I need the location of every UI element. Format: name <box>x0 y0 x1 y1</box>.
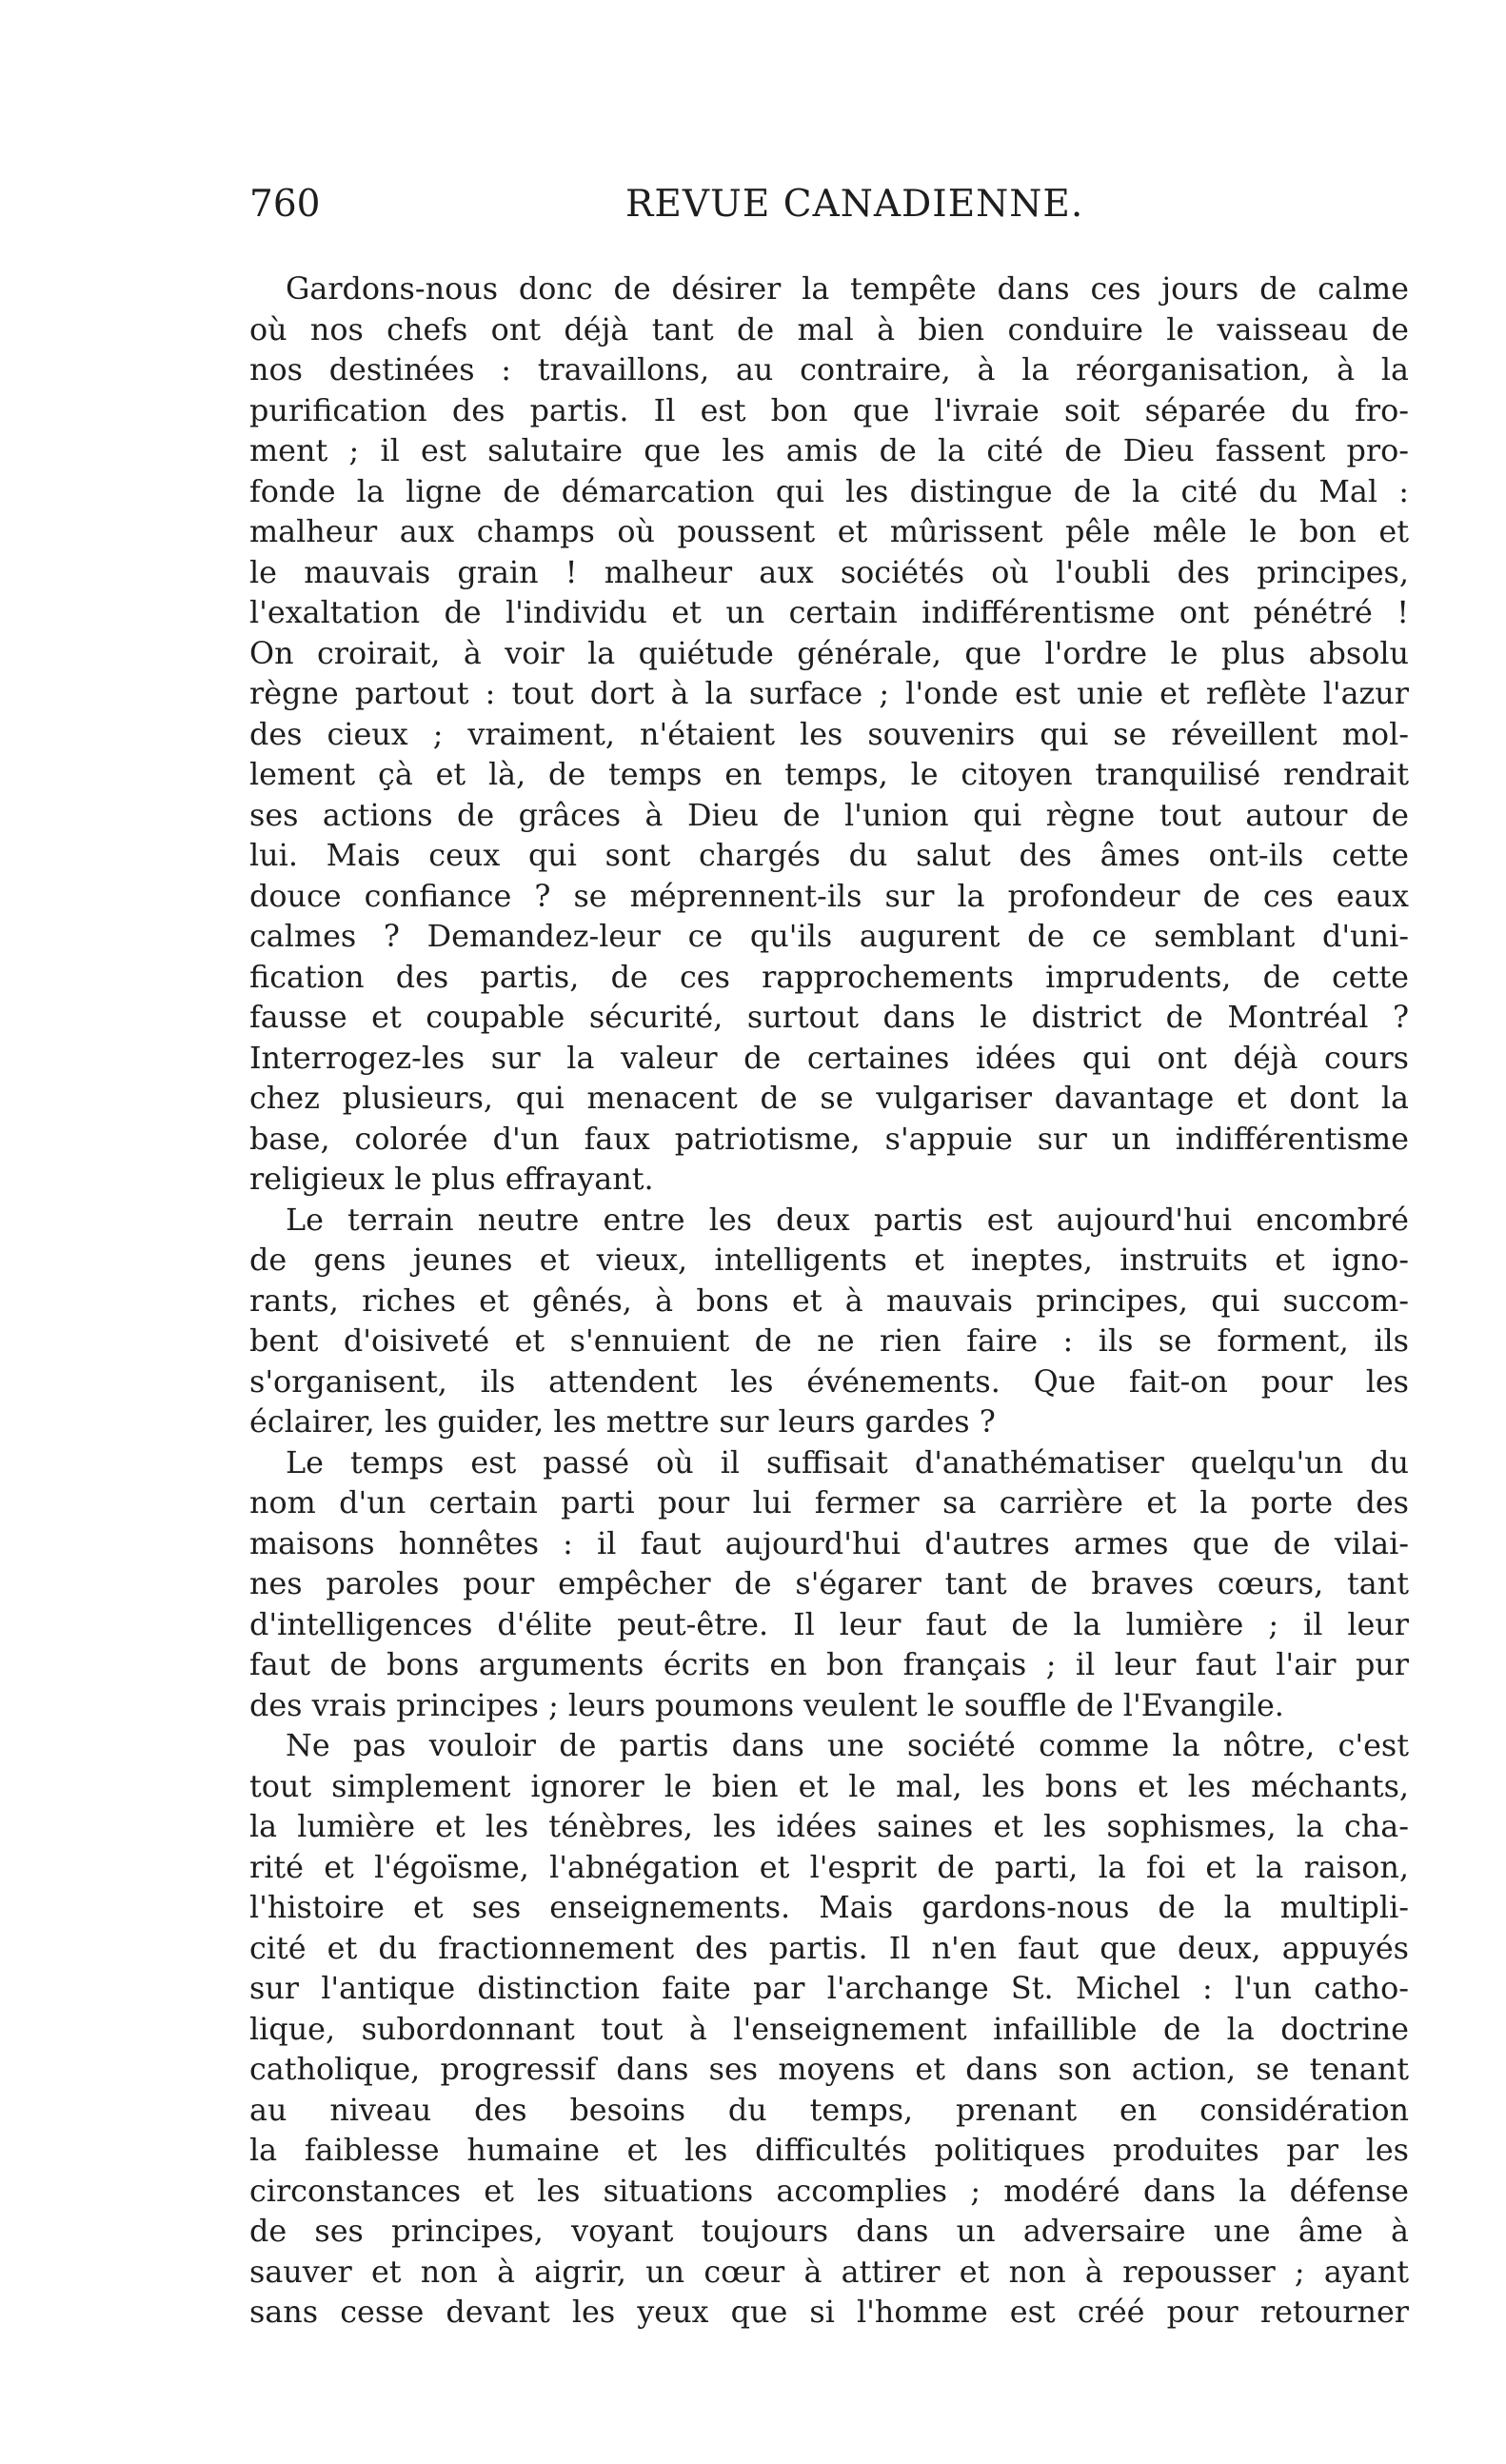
text-line: fausse et coupable sécurité, surtout dans le district de Montréal ? <box>249 1000 1409 1035</box>
text-line: l'exaltation de l'individu et un certain indifférentisme ont pénétré ! <box>249 595 1409 630</box>
text-line: nos destinées : travaillons, au contraire, à la réorganisation, à la <box>249 352 1409 387</box>
text-line: rité et l'égoïsme, l'abnégation et l'esprit de parti, la foi et la raison, <box>249 1849 1409 1885</box>
text-line: rants, riches et gênés, à bons et à mauvais principes, qui succom- <box>249 1282 1409 1319</box>
text-line: de gens jeunes et vieux, intelligents et ineptes, instruits et igno- <box>249 1242 1409 1278</box>
text-line: règne partout : tout dort à la surface ; l'onde est unie et reflète l'azur <box>249 676 1409 711</box>
paragraph <box>249 1726 1409 2334</box>
paragraph <box>249 269 1409 1201</box>
text-line: Gardons-nous donc de désirer la tempête dans ces jours de calme <box>286 271 1409 307</box>
text-line: d'intelligences d'élite peut-être. Il leur faut de la lumière ; il leur <box>249 1606 1409 1642</box>
text-line: sauver et non à aigrir, un cœur à attirer et non à repousser ; ayant <box>249 2254 1409 2290</box>
text-line: éclairer, les guider, les mettre sur leurs gardes ? <box>249 1404 996 1440</box>
text-line: nes paroles pour empêcher de s'égarer tant de braves cœurs, tant <box>249 1566 1409 1601</box>
text-line: maisons honnêtes : il faut aujourd'hui d'autres armes que de vilai- <box>249 1525 1409 1561</box>
paragraph <box>249 1443 1409 1727</box>
text-line: ment ; il est salutaire que les amis de la cité de Dieu fassent pro- <box>249 433 1409 468</box>
text-line: sur l'antique distinction faite par l'archange St. Michel : l'un catho- <box>249 1971 1409 2006</box>
text-line: bent d'oisiveté et s'ennuient de ne rien faire : ils se forment, ils <box>249 1323 1409 1359</box>
text-line: calmes ? Demandez-leur ce qu'ils augurent de ce semblant d'uni- <box>249 919 1409 954</box>
text-line: où nos chefs ont déjà tant de mal à bien conduire le vaisseau de <box>249 311 1409 348</box>
text-line: tout simplement ignorer le bien et le mal, les bons et les méchants, <box>249 1768 1409 1804</box>
text-line: lique, subordonnant tout à l'enseignement infaillible de la doctrine <box>249 2011 1409 2047</box>
text-line: de ses principes, voyant toujours dans un adversaire une âme à <box>249 2214 1409 2249</box>
text-line: purification des partis. Il est bon que l'ivraie soit séparée du fro- <box>249 392 1409 428</box>
text-line: des vrais principes ; leurs poumons veulent le souffle de l'Evangile. <box>249 1687 1284 1723</box>
text-line: sans cesse devant les yeux que si l'homme est créé pour retourner <box>249 2295 1409 2330</box>
page-number: 760 <box>249 183 321 226</box>
text-line: fonde la ligne de démarcation qui les distingue de la cité du Mal : <box>249 473 1409 509</box>
text-line: s'organisent, ils attendent les événements. Que fait-on pour les <box>249 1363 1409 1400</box>
text-line: l'histoire et ses enseignements. Mais gardons-nous de la multipli- <box>249 1890 1409 1925</box>
running-head <box>249 183 1415 240</box>
text-line: cité et du fractionnement des partis. Il n'en faut que deux, appuyés <box>249 1930 1409 1966</box>
text-line: Interrogez-les sur la valeur de certaines idées qui ont déjà cours <box>249 1040 1409 1076</box>
text-line: base, colorée d'un faux patriotisme, s'appuie sur un indifférentisme <box>249 1121 1409 1157</box>
text-line: catholique, progressif dans ses moyens et dans son action, se tenant <box>249 2052 1409 2087</box>
running-title: REVUE CANADIENNE. <box>625 183 1084 226</box>
text-line: lui. Mais ceux qui sont chargés du salut des âmes ont-ils cette <box>249 838 1409 873</box>
text-line: chez plusieurs, qui menacent de se vulgariser davantage et dont la <box>249 1081 1409 1116</box>
text-line: la faiblesse humaine et les difficultés politiques produites par les <box>249 2133 1409 2168</box>
text-line: On croirait, à voir la quiétude générale, que l'ordre le plus absolu <box>249 635 1409 671</box>
article-body <box>249 269 1409 2355</box>
text-line: ses actions de grâces à Dieu de l'union qui règne tout autour de <box>249 797 1409 833</box>
text-line: faut de bons arguments écrits en bon français ; il leur faut l'air pur <box>249 1647 1409 1682</box>
text-line: nom d'un certain parti pour lui fermer sa carrière et la porte des <box>249 1485 1409 1520</box>
text-line: Le temps est passé où il suffisait d'anathématiser quelqu'un du <box>286 1444 1409 1480</box>
text-line: circonstances et les situations accomplies ; modéré dans la défense <box>249 2173 1409 2209</box>
text-line: la lumière et les ténèbres, les idées saines et les sophismes, la cha- <box>249 1809 1409 1844</box>
text-line: fication des partis, de ces rapprochements imprudents, de cette <box>249 959 1409 995</box>
text-line: religieux le plus effrayant. <box>249 1162 654 1197</box>
text-line: lement çà et là, de temps en temps, le citoyen tranquilisé rendrait <box>249 757 1409 792</box>
text-line: malheur aux champs où poussent et mûrissent pêle mêle le bon et <box>249 514 1409 549</box>
text-line: des cieux ; vraiment, n'étaient les souvenirs qui se réveillent mol- <box>249 716 1409 752</box>
text-line: Le terrain neutre entre les deux partis est aujourd'hui encombré <box>286 1202 1409 1238</box>
text-line: douce confiance ? se méprennent-ils sur la profondeur de ces eaux <box>249 878 1409 914</box>
text-line: au niveau des besoins du temps, prenant en considération <box>249 2092 1409 2128</box>
paragraph <box>249 1201 1409 1443</box>
text-line: Ne pas vouloir de partis dans une société comme la nôtre, c'est <box>286 1728 1409 1763</box>
text-line: le mauvais grain ! malheur aux sociétés où l'oubli des principes, <box>249 554 1409 590</box>
